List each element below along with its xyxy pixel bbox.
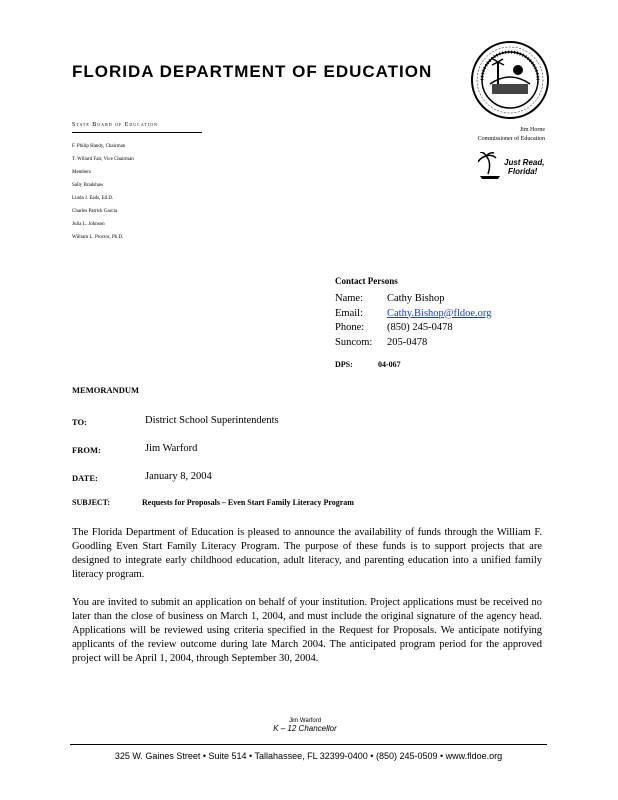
contact-label: Suncom: [335, 336, 373, 348]
dps-number: 04-067 [378, 360, 401, 369]
signature-title: K – 12 Chancellor [273, 724, 337, 733]
contact-name: Cathy Bishop [387, 293, 445, 304]
memo-subject-value: Requests for Proposals – Even Start Family Literacy Program [142, 498, 354, 507]
contact-label: Name: [335, 293, 363, 304]
board-member: Julia L. Johnson [72, 222, 105, 227]
dps-line [335, 360, 401, 369]
contact-row [335, 321, 491, 336]
dps-label: DPS: [335, 360, 353, 369]
contact-row [335, 292, 491, 307]
memo-subject-row [72, 498, 354, 507]
board-member: Linda J. Eads, Ed.D. [72, 196, 114, 201]
board-member: T. Willard Fair, Vice Chairman [72, 157, 134, 162]
signature-name: Jim Warford [288, 718, 322, 724]
body-paragraph-1: The Florida Department of Education is pleased to announce the availability of funds through the William F. Goodling Even Start Family Literacy Program. The purpose of these funds is to support projects that are designed to integrate early childhood education, adult literacy, and parenting education into a unified family literacy program. [72, 527, 542, 580]
signature-block [240, 718, 370, 733]
memo-to-row [72, 415, 279, 427]
contact-label: Phone: [335, 322, 365, 333]
contact-phone: (850) 245-0478 [387, 322, 453, 333]
memo-to-label: TO: [72, 417, 87, 427]
contact-row [335, 307, 491, 322]
memo-date-label: DATE: [72, 473, 98, 483]
memo-date-value: January 8, 2004 [145, 471, 212, 482]
state-seal-icon [470, 40, 550, 120]
board-divider [72, 132, 202, 133]
just-read-florida-logo [478, 152, 550, 180]
memo-subject-label: SUBJECT: [72, 498, 111, 507]
board-member: F. Philip Handy, Chairman [72, 144, 126, 149]
footer-divider [70, 744, 547, 745]
commissioner-block [450, 126, 545, 144]
memo-to-value: District School Superintendents [145, 415, 279, 426]
contact-block [335, 276, 491, 350]
memo-from-row [72, 443, 197, 455]
memo-from-label: FROM: [72, 445, 101, 455]
board-heading: State Board of Education [72, 122, 158, 128]
board-member: Charles Patrick Garcia [72, 209, 118, 214]
board-member: Members [72, 170, 91, 175]
contact-label: Email: [335, 307, 363, 319]
contact-row [335, 336, 491, 351]
logo-line2: Florida! [508, 167, 538, 176]
email-link[interactable]: Cathy.Bishop@fldoe.org [387, 307, 492, 319]
logo-line1: Just Read, [504, 158, 545, 167]
board-member: Sally Bradshaw [72, 183, 104, 188]
contact-heading: Contact Persons [335, 276, 398, 286]
commissioner-title: Commissioner of Education [477, 136, 545, 142]
commissioner-name: Jim Horne [519, 127, 545, 133]
memo-date-row [72, 471, 212, 483]
footer-address: 325 W. Gaines Street • Suite 514 • Tallahassee, FL 32399-0400 • (850) 245-0509 • www.fldoe.org [114, 751, 503, 761]
contact-suncom: 205-0478 [387, 336, 428, 348]
body-paragraph-2: You are invited to submit an application on behalf of your institution. Project applications must be received no later than the close of business on March 1, 2004, and must include the original signature of the agency head. Applications will be reviewed using criteria specified in the Request for Proposals. We anticipate notifying applicants of the review outcome during late March 2004. The anticipated program period for the approved project will be April 1, 2004, through September 30, 2004. [72, 597, 542, 664]
memo-heading: MEMORANDUM [72, 385, 140, 395]
board-member: William L. Proctor, Ph.D. [72, 235, 124, 240]
board-member-list [72, 140, 134, 244]
letterhead-title: FLORIDA DEPARTMENT OF EDUCATION [72, 62, 433, 81]
memo-from-value: Jim Warford [145, 443, 198, 454]
